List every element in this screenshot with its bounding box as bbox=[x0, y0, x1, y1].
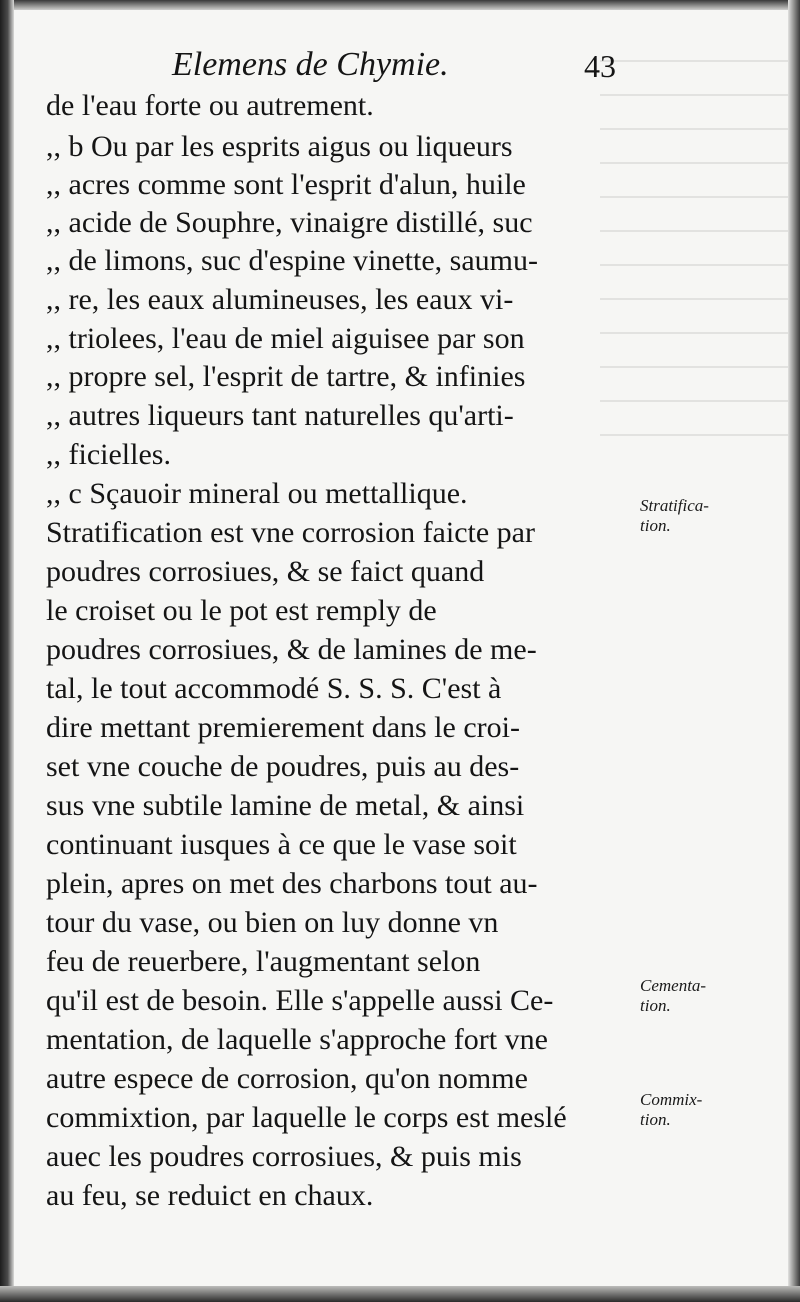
body-line: ,, autres liqueurs tant naturelles qu'arti- bbox=[46, 399, 514, 432]
body-line: ,, acide de Souphre, vinaigre distillé, suc bbox=[46, 206, 533, 239]
page-number: 43 bbox=[584, 48, 616, 84]
body-line: autre espece de corrosion, qu'on nomme bbox=[46, 1062, 528, 1095]
body-line: sus vne subtile lamine de metal, & ainsi bbox=[46, 789, 525, 822]
body-line: de l'eau forte ou autrement. bbox=[46, 89, 374, 122]
body-line: ,, b Ou par les esprits aigus ou liqueurs bbox=[46, 130, 513, 163]
margin-note-commixtion: Commix- tion. bbox=[640, 1090, 703, 1129]
body-line: mentation, de laquelle s'approche fort vne bbox=[46, 1023, 548, 1056]
margin-note-stratification: Stratifica- tion. bbox=[640, 496, 709, 535]
body-line: commixtion, par laquelle le corps est meslé bbox=[46, 1101, 567, 1134]
body-line: ,, re, les eaux alumineuses, les eaux vi- bbox=[46, 283, 514, 316]
body-line: ,, acres comme sont l'esprit d'alun, huile bbox=[46, 168, 526, 201]
body-line: ,, propre sel, l'esprit de tartre, & infinies bbox=[46, 360, 526, 393]
body-line: ,, c Sçauoir mineral ou mettallique. bbox=[46, 477, 468, 510]
body-line: tour du vase, ou bien on luy donne vn bbox=[46, 906, 499, 939]
body-line: dire mettant premierement dans le croi- bbox=[46, 711, 520, 744]
body-line: poudres corrosiues, & se faict quand bbox=[46, 555, 485, 588]
body-line: ,, triolees, l'eau de miel aiguisee par son bbox=[46, 322, 525, 355]
scan-edge-left bbox=[0, 0, 14, 1302]
body-line: au feu, se reduict en chaux. bbox=[46, 1179, 374, 1212]
body-line: poudres corrosiues, & de lamines de me- bbox=[46, 633, 537, 666]
body-line: Stratification est vne corrosion faicte par bbox=[46, 516, 535, 549]
body-line: set vne couche de poudres, puis au des- bbox=[46, 750, 520, 783]
body-line: plein, apres on met des charbons tout au- bbox=[46, 867, 538, 900]
scan-edge-bottom bbox=[0, 1286, 800, 1302]
body-line: continuant iusques à ce que le vase soit bbox=[46, 828, 517, 861]
body-line: tal, le tout accommodé S. S. S. C'est à bbox=[46, 672, 502, 705]
body-line: ,, ficielles. bbox=[46, 438, 171, 471]
scan-edge-top bbox=[0, 0, 800, 10]
bleed-through-texture bbox=[600, 60, 790, 460]
body-line: auec les poudres corrosiues, & puis mis bbox=[46, 1140, 522, 1173]
body-line: qu'il est de besoin. Elle s'appelle aussi Ce- bbox=[46, 984, 554, 1017]
scan-edge-right bbox=[788, 0, 800, 1302]
body-line: ,, de limons, suc d'espine vinette, saumu- bbox=[46, 244, 538, 277]
body-line: le croiset ou le pot est remply de bbox=[46, 594, 437, 627]
body-line: feu de reuerbere, l'augmentant selon bbox=[46, 945, 481, 978]
running-header-title: Elemens de Chymie. bbox=[172, 46, 449, 83]
margin-note-cementation: Cementa- tion. bbox=[640, 976, 707, 1015]
